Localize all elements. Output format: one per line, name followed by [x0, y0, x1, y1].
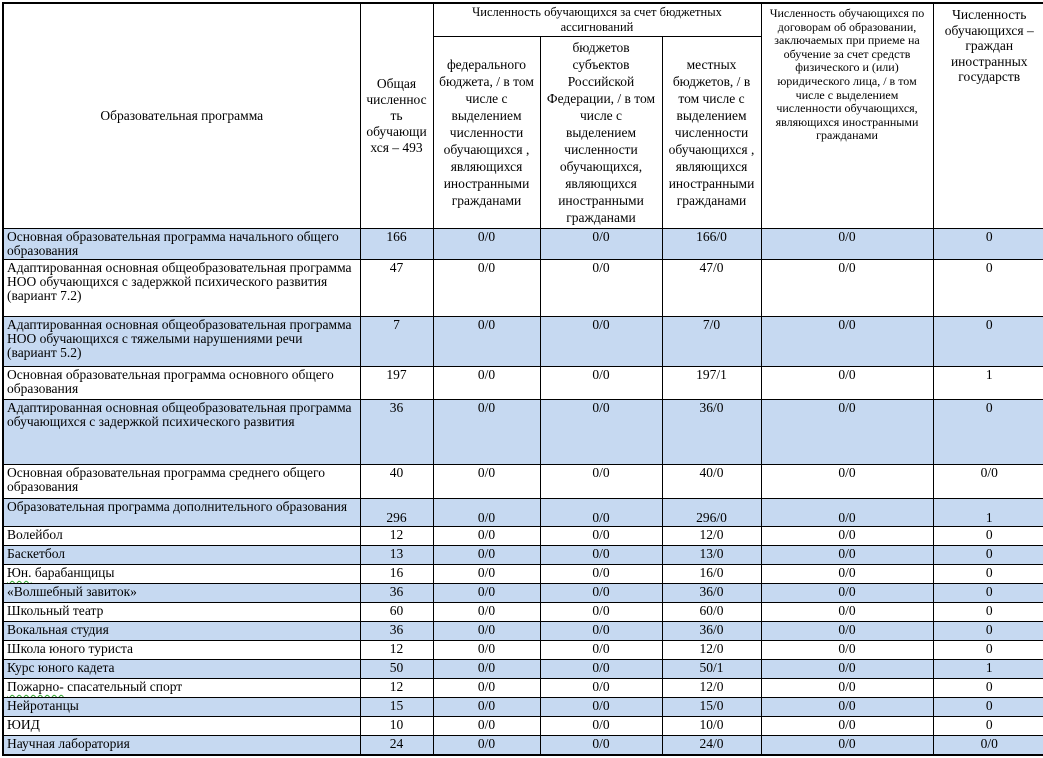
table-row [3, 546, 1043, 565]
regional-cell: 0/0 [540, 641, 662, 660]
contract-cell: 0/0 [761, 736, 933, 755]
regional-cell: 0/0 [540, 465, 662, 499]
foreign-cell: 1 [933, 499, 1043, 527]
contract-cell: 0/0 [761, 546, 933, 565]
federal-cell: 0/0 [433, 660, 540, 679]
contract-cell: 0/0 [761, 317, 933, 367]
local-cell: 15/0 [662, 698, 761, 717]
total-cell: 197 [360, 367, 433, 400]
program-cell: Школьный театр [3, 603, 360, 622]
table-row [3, 317, 1043, 367]
contract-cell: 0/0 [761, 698, 933, 717]
program-cell: Основная образовательная программа основного общего образования [3, 367, 360, 400]
federal-cell: 0/0 [433, 400, 540, 465]
header-regional-budget: бюджетов субъектов Российской Федерации, / в том числе с выделением численности обучающихся, являющихся иностранными гражданами [540, 37, 662, 229]
federal-cell: 0/0 [433, 465, 540, 499]
total-cell: 12 [360, 527, 433, 546]
contract-cell: 0/0 [761, 367, 933, 400]
program-cell: ЮИД [3, 717, 360, 736]
foreign-cell: 0 [933, 527, 1043, 546]
federal-cell: 0/0 [433, 698, 540, 717]
local-cell: 16/0 [662, 565, 761, 584]
table-row [3, 698, 1043, 717]
total-cell: 166 [360, 229, 433, 260]
local-cell: 36/0 [662, 400, 761, 465]
header-program: Образовательная программа [3, 3, 360, 229]
federal-cell: 0/0 [433, 679, 540, 698]
federal-cell: 0/0 [433, 499, 540, 527]
header-budget-span: Численность обучающихся за счет бюджетных ассигнований [433, 3, 761, 37]
foreign-cell: 0 [933, 698, 1043, 717]
contract-cell: 0/0 [761, 229, 933, 260]
foreign-cell: 0/0 [933, 736, 1043, 755]
contract-cell: 0/0 [761, 603, 933, 622]
contract-cell: 0/0 [761, 679, 933, 698]
regional-cell: 0/0 [540, 622, 662, 641]
total-cell: 47 [360, 260, 433, 317]
table-row [3, 465, 1043, 499]
local-cell: 166/0 [662, 229, 761, 260]
total-cell: 24 [360, 736, 433, 755]
table-row [3, 367, 1043, 400]
federal-cell: 0/0 [433, 717, 540, 736]
contract-cell: 0/0 [761, 641, 933, 660]
regional-cell: 0/0 [540, 317, 662, 367]
federal-cell: 0/0 [433, 317, 540, 367]
program-cell: Баскетбол [3, 546, 360, 565]
local-cell: 36/0 [662, 622, 761, 641]
regional-cell: 0/0 [540, 584, 662, 603]
contract-cell: 0/0 [761, 465, 933, 499]
local-cell: 13/0 [662, 546, 761, 565]
program-cell: Курс юного кадета [3, 660, 360, 679]
foreign-cell: 0 [933, 260, 1043, 317]
regional-cell: 0/0 [540, 367, 662, 400]
table-row [3, 584, 1043, 603]
total-cell: 13 [360, 546, 433, 565]
regional-cell: 0/0 [540, 717, 662, 736]
local-cell: 12/0 [662, 641, 761, 660]
regional-cell: 0/0 [540, 660, 662, 679]
federal-cell: 0/0 [433, 584, 540, 603]
local-cell: 7/0 [662, 317, 761, 367]
foreign-cell: 0 [933, 603, 1043, 622]
table-row [3, 499, 1043, 527]
foreign-cell: 0 [933, 622, 1043, 641]
local-cell: 296/0 [662, 499, 761, 527]
foreign-cell: 1 [933, 660, 1043, 679]
program-cell: Основная образовательная программа начального общего образования [3, 229, 360, 260]
contract-cell: 0/0 [761, 400, 933, 465]
local-cell: 47/0 [662, 260, 761, 317]
program-cell: Образовательная программа дополнительного образования [3, 499, 360, 527]
regional-cell: 0/0 [540, 698, 662, 717]
program-cell: Нейротанцы [3, 698, 360, 717]
regional-cell: 0/0 [540, 400, 662, 465]
local-cell: 10/0 [662, 717, 761, 736]
federal-cell: 0/0 [433, 736, 540, 755]
total-cell: 12 [360, 641, 433, 660]
local-cell: 12/0 [662, 527, 761, 546]
program-cell: Основная образовательная программа среднего общего образования [3, 465, 360, 499]
total-cell: 16 [360, 565, 433, 584]
program-cell: Адаптированная основная общеобразовательная программа НОО обучающихся с задержкой психического развития (вариант 7.2) [3, 260, 360, 317]
foreign-cell: 0 [933, 317, 1043, 367]
header-federal-budget: федерального бюджета, / в том числе с выделением численности обучающихся , являющихся иностранными гражданами [433, 37, 540, 229]
contract-cell: 0/0 [761, 622, 933, 641]
program-cell: Вокальная студия [3, 622, 360, 641]
foreign-cell: 0 [933, 717, 1043, 736]
table-row [3, 260, 1043, 317]
regional-cell: 0/0 [540, 499, 662, 527]
federal-cell: 0/0 [433, 603, 540, 622]
federal-cell: 0/0 [433, 546, 540, 565]
contract-cell: 0/0 [761, 584, 933, 603]
table-row [3, 603, 1043, 622]
contract-cell: 0/0 [761, 499, 933, 527]
regional-cell: 0/0 [540, 679, 662, 698]
total-cell: 7 [360, 317, 433, 367]
header-local-budget: местных бюджетов, / в том числе с выделением численности обучающихся , являющихся иностранными гражданами [662, 37, 761, 229]
program-cell: «Волшебный завиток» [3, 584, 360, 603]
foreign-cell: 0 [933, 400, 1043, 465]
program-cell: Пожарно- спасательный спорт [3, 679, 360, 698]
header-total-students: Общая численность обучающихся – 493 [360, 3, 433, 229]
federal-cell: 0/0 [433, 260, 540, 317]
total-cell: 10 [360, 717, 433, 736]
program-cell: Школа юного туриста [3, 641, 360, 660]
total-cell: 36 [360, 622, 433, 641]
header-contract-students: Численность обучающихся по договорам об образовании, заключаемых при приеме на обучение за счет средств физического и (или) юридического лица, / в том числе с выделением численности обучающихся, являющихся иностранными гражданами [761, 3, 933, 229]
contract-cell: 0/0 [761, 565, 933, 584]
foreign-cell: 0 [933, 679, 1043, 698]
total-cell: 15 [360, 698, 433, 717]
regional-cell: 0/0 [540, 736, 662, 755]
federal-cell: 0/0 [433, 565, 540, 584]
federal-cell: 0/0 [433, 527, 540, 546]
federal-cell: 0/0 [433, 641, 540, 660]
regional-cell: 0/0 [540, 565, 662, 584]
regional-cell: 0/0 [540, 260, 662, 317]
contract-cell: 0/0 [761, 527, 933, 546]
spellcheck-squiggle: Пожарно- [7, 679, 64, 694]
regional-cell: 0/0 [540, 229, 662, 260]
program-cell: Адаптированная основная общеобразовательная программа обучающихся с задержкой психического развития [3, 400, 360, 465]
foreign-cell: 0 [933, 229, 1043, 260]
local-cell: 197/1 [662, 367, 761, 400]
foreign-cell: 0/0 [933, 465, 1043, 499]
local-cell: 36/0 [662, 584, 761, 603]
table-row [3, 717, 1043, 736]
federal-cell: 0/0 [433, 622, 540, 641]
local-cell: 12/0 [662, 679, 761, 698]
table-body [3, 229, 1043, 755]
foreign-cell: 0 [933, 641, 1043, 660]
total-cell: 296 [360, 499, 433, 527]
contract-cell: 0/0 [761, 260, 933, 317]
foreign-cell: 0 [933, 565, 1043, 584]
total-cell: 60 [360, 603, 433, 622]
total-cell: 50 [360, 660, 433, 679]
enrollment-table [2, 2, 1043, 756]
program-cell: Научная лаборатория [3, 736, 360, 755]
local-cell: 24/0 [662, 736, 761, 755]
federal-cell: 0/0 [433, 367, 540, 400]
foreign-cell: 0 [933, 546, 1043, 565]
table-row [3, 679, 1043, 698]
header-foreign-students: Численность обучающихся – граждан иностранных государств [933, 3, 1043, 229]
federal-cell: 0/0 [433, 229, 540, 260]
table-row [3, 641, 1043, 660]
table-row [3, 565, 1043, 584]
table-header [3, 3, 1043, 229]
total-cell: 36 [360, 400, 433, 465]
table-row [3, 400, 1043, 465]
table-row [3, 660, 1043, 679]
total-cell: 36 [360, 584, 433, 603]
program-cell: Волейбол [3, 527, 360, 546]
program-cell: Юн. барабанщицы [3, 565, 360, 584]
local-cell: 40/0 [662, 465, 761, 499]
table-row [3, 736, 1043, 755]
spellcheck-squiggle: Юн. [7, 565, 32, 580]
table-row [3, 622, 1043, 641]
program-cell: Адаптированная основная общеобразовательная программа НОО обучающихся с тяжелыми нарушениями речи (вариант 5.2) [3, 317, 360, 367]
regional-cell: 0/0 [540, 527, 662, 546]
regional-cell: 0/0 [540, 546, 662, 565]
contract-cell: 0/0 [761, 660, 933, 679]
regional-cell: 0/0 [540, 603, 662, 622]
local-cell: 50/1 [662, 660, 761, 679]
total-cell: 40 [360, 465, 433, 499]
table-row [3, 229, 1043, 260]
local-cell: 60/0 [662, 603, 761, 622]
foreign-cell: 1 [933, 367, 1043, 400]
table-row [3, 527, 1043, 546]
foreign-cell: 0 [933, 584, 1043, 603]
contract-cell: 0/0 [761, 717, 933, 736]
total-cell: 12 [360, 679, 433, 698]
